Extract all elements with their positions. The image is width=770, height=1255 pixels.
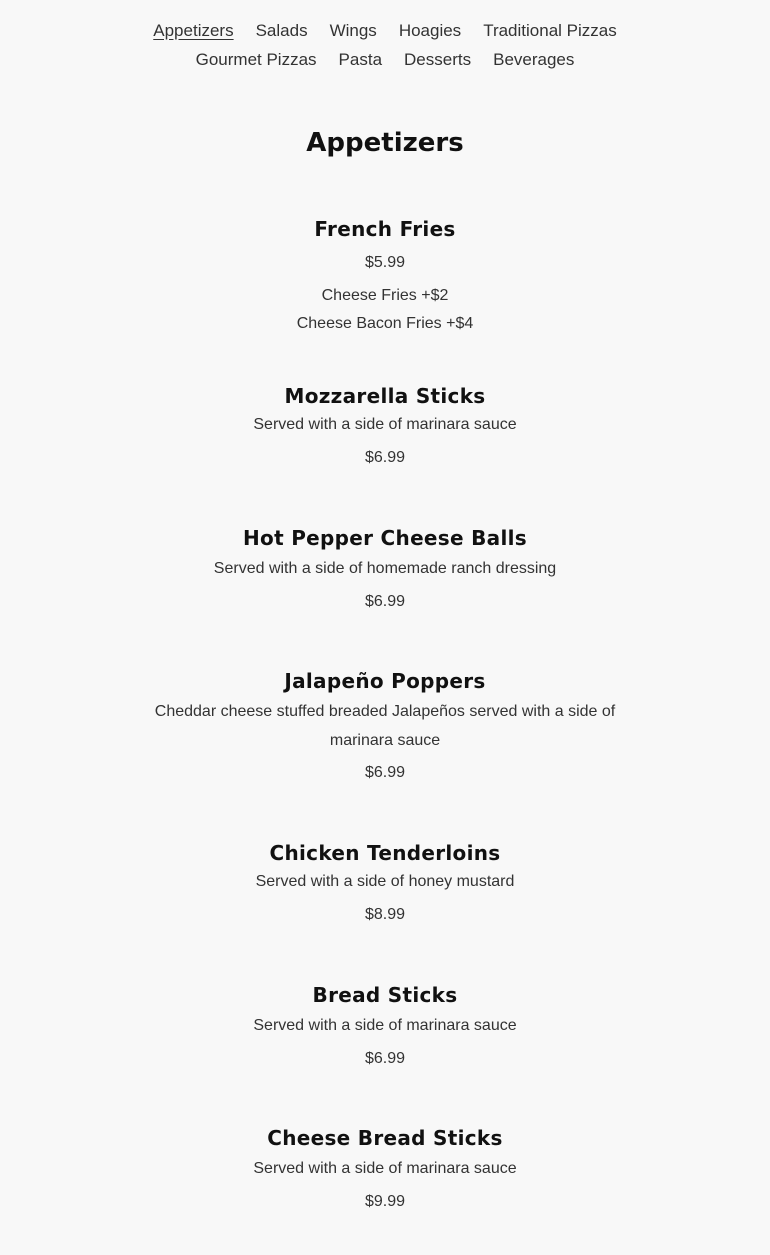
nav-link-pasta[interactable]: Pasta — [338, 50, 383, 69]
nav-row-2 — [0, 45, 770, 74]
item-price: $5.99 — [364, 254, 406, 271]
item-description: Cheddar cheese stuffed breaded Jalapeños served with a side of marinara sauce — [154, 703, 616, 749]
item-name: Chicken Tenderloins — [269, 841, 501, 865]
item-description: Served with a side of marinara sauce — [253, 1017, 517, 1034]
nav-link-beverages[interactable]: Beverages — [493, 50, 575, 69]
menu-item-chicken-tenderloins — [0, 841, 770, 924]
menu-item-mozzarella-sticks — [0, 384, 770, 467]
item-price: $6.99 — [364, 593, 406, 610]
nav-link-gourmet-pizzas[interactable]: Gourmet Pizzas — [195, 50, 317, 69]
menu-category-nav — [0, 16, 770, 74]
nav-link-hoagies[interactable]: Hoagies — [398, 21, 462, 40]
nav-link-traditional-pizzas[interactable]: Traditional Pizzas — [483, 21, 617, 40]
item-price: $6.99 — [364, 449, 406, 466]
section-title: Appetizers — [306, 128, 464, 158]
item-description: Served with a side of marinara sauce — [253, 1160, 517, 1177]
item-name: Jalapeño Poppers — [284, 669, 486, 693]
item-description: Served with a side of homemade ranch dressing — [213, 560, 557, 577]
nav-row-1 — [0, 16, 770, 45]
nav-link-desserts[interactable]: Desserts — [404, 50, 472, 69]
menu-item-cheese-bread-sticks — [0, 1126, 770, 1211]
item-description: Served with a side of honey mustard — [255, 873, 515, 890]
item-description: Served with a side of marinara sauce — [253, 416, 517, 433]
item-name: Mozzarella Sticks — [284, 384, 486, 408]
nav-link-salads[interactable]: Salads — [255, 21, 308, 40]
item-price: $6.99 — [364, 764, 406, 781]
nav-link-wings[interactable]: Wings — [329, 21, 377, 40]
item-extra-option: Cheese Fries +$2 — [321, 287, 449, 304]
menu-item-hot-pepper-cheese-balls — [0, 526, 770, 611]
item-price: $6.99 — [364, 1050, 406, 1067]
item-name: Cheese Bread Sticks — [267, 1126, 503, 1150]
item-name: Hot Pepper Cheese Balls — [243, 526, 527, 550]
item-extra-option: Cheese Bacon Fries +$4 — [296, 315, 474, 332]
item-price: $9.99 — [364, 1193, 406, 1210]
menu-item-jalapeno-poppers — [0, 669, 770, 782]
nav-link-appetizers[interactable]: Appetizers — [153, 21, 234, 40]
menu-item-french-fries — [0, 217, 770, 338]
menu-item-bread-sticks — [0, 983, 770, 1068]
item-name: French Fries — [314, 217, 456, 241]
item-name: Bread Sticks — [312, 983, 458, 1007]
item-price: $8.99 — [364, 906, 406, 923]
